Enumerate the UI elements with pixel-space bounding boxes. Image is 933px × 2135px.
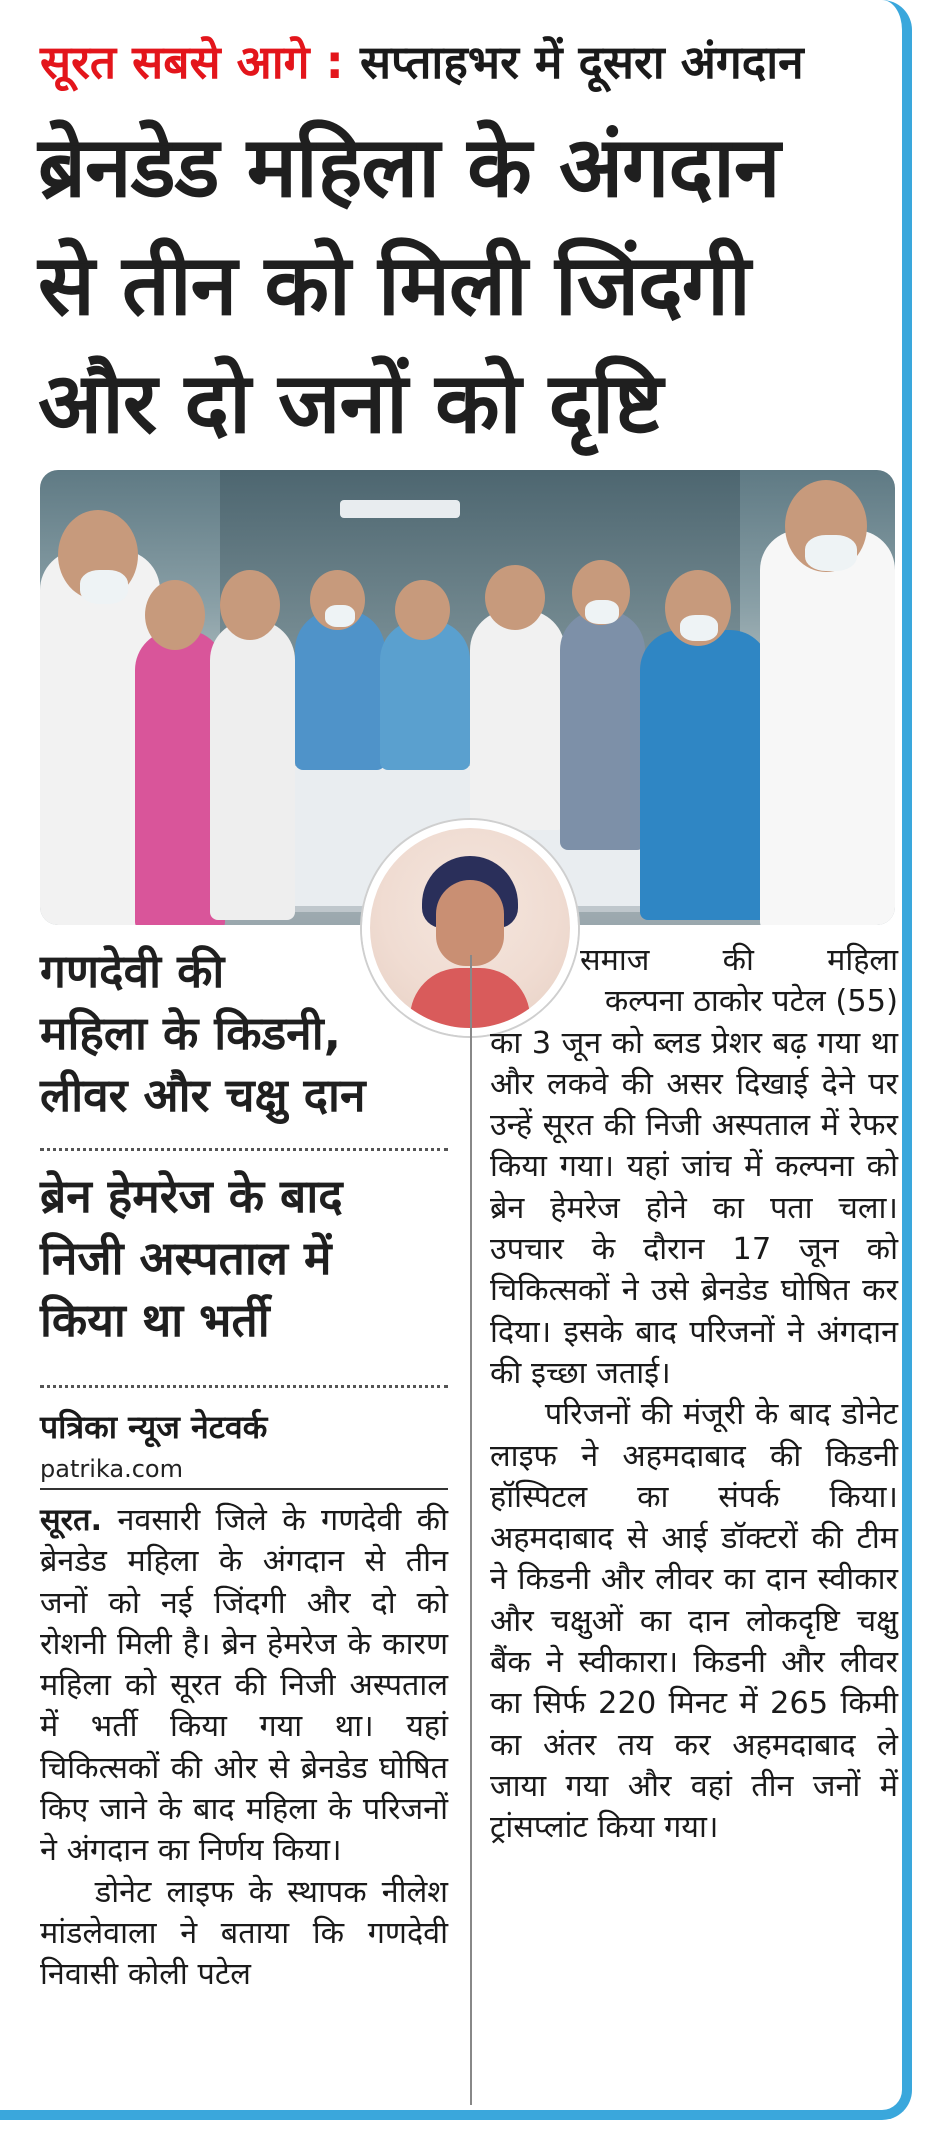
kicker-line	[40, 30, 804, 92]
subhead-2-line-3: किया था भर्ती	[40, 1293, 270, 1347]
photo-person	[470, 610, 565, 830]
divider-dotted	[40, 1148, 448, 1151]
dateline: सूरत.	[40, 1503, 103, 1538]
photo-mask	[325, 605, 355, 627]
photo-light	[340, 500, 460, 518]
photo-head	[220, 570, 280, 640]
subhead-1-line-2: महिला के किडनी,	[40, 1006, 342, 1060]
subhead-2-line-2: निजी अस्पताल में	[40, 1231, 332, 1285]
photo-person	[295, 610, 385, 770]
photo-mask	[585, 600, 619, 624]
headline-line-1: ब्रेनडेड महिला के अंगदान	[38, 118, 780, 216]
right-paragraph-1: का 3 जून को ब्लड प्रेशर बढ़ गया था और लकवे की असर दिखाई देने पर उन्हें सूरत की निजी अस्पताल में रेफर किया गया। यहां जांच में कल्पना को ब्रेन हेमरेज होने का पता चला। उपचार के दौरान 17 जून को चिकित्सकों ने उसे ब्रेनडेड घोषित कर दिया। इसके बाद परिजनों ने अंगदान की इच्छा जताई।	[490, 1025, 898, 1391]
headline-line-3: और दो जनों को दृष्टि	[38, 354, 663, 452]
right-paragraph-2: परिजनों की मंजूरी के बाद डोनेट लाइफ ने अहमदाबाद की किडनी हॉस्पिटल का संपर्क किया। अहमदाबाद से आई डॉक्टरों की टीम ने किडनी और लीवर का दान स्वीकार और चक्षुओं का दान लोकदृष्टि चक्षु बैंक ने स्वीकारा। किडनी और लीवर का सिर्फ 220 मिनट में 265 किमी का अंतर तय कर अहमदाबाद ले जाया गया और वहां तीन जनों में ट्रांसप्लांट किया गया।	[490, 1397, 898, 1846]
photo-mask	[680, 615, 718, 641]
photo-head	[485, 565, 545, 630]
left-paragraph-1-text: नवसारी जिले के गणदेवी की ब्रेनडेड महिला के अंगदान से तीन जनों को नई जिंदगी और दो को रोशनी मिली है। ब्रेन हेमरेज के कारण महिला को सूरत की निजी अस्पताल में भर्ती किया गया था। यहां चिकित्सकों की ओर से ब्रेनडेड घोषित किए जाने के बाद महिला के परिजनों ने अंगदान का निर्णय किया।	[40, 1503, 448, 1869]
headline	[38, 108, 898, 462]
headline-line-2: से तीन को मिली जिंदगी	[38, 236, 750, 334]
photo-head	[145, 580, 205, 650]
photo-person	[560, 610, 645, 850]
right-column	[490, 940, 898, 1849]
photo-mask	[805, 535, 857, 571]
photo-mask	[80, 570, 128, 604]
photo-person	[760, 530, 895, 925]
photo-person	[640, 630, 770, 920]
byline-agency: पत्रिका न्यूज नेटवर्क	[40, 1408, 268, 1446]
kicker-highlight: सूरत सबसे आगे :	[40, 35, 344, 89]
right-intro-line-1: समाज की महिला	[580, 943, 898, 978]
divider-dotted	[40, 1385, 448, 1388]
left-paragraph-2: डोनेट लाइफ के स्थापक नीलेश मांडलेवाला ने बताया कि गणदेवी निवासी कोली पटेल	[40, 1874, 448, 1993]
subhead-1	[40, 940, 365, 1126]
kicker-text: सप्ताहभर में दूसरा अंगदान	[359, 35, 804, 89]
byline-rule	[40, 1488, 448, 1490]
subhead-1-line-3: लीवर और चक्षु दान	[40, 1068, 366, 1122]
subhead-1-line-1: गणदेवी की	[40, 944, 225, 998]
right-intro-line-2: कल्पना ठाकोर पटेल (55)	[604, 984, 898, 1020]
photo-person	[380, 620, 470, 770]
left-column	[40, 1500, 448, 1996]
subhead-2	[40, 1165, 343, 1351]
photo-person	[210, 620, 295, 920]
left-paragraph-1	[40, 1500, 448, 1872]
subhead-2-line-1: ब्रेन हेमरेज के बाद	[40, 1169, 343, 1223]
byline-site: patrika.com	[40, 1455, 183, 1483]
column-divider	[470, 955, 472, 2105]
photo-head	[395, 580, 450, 640]
